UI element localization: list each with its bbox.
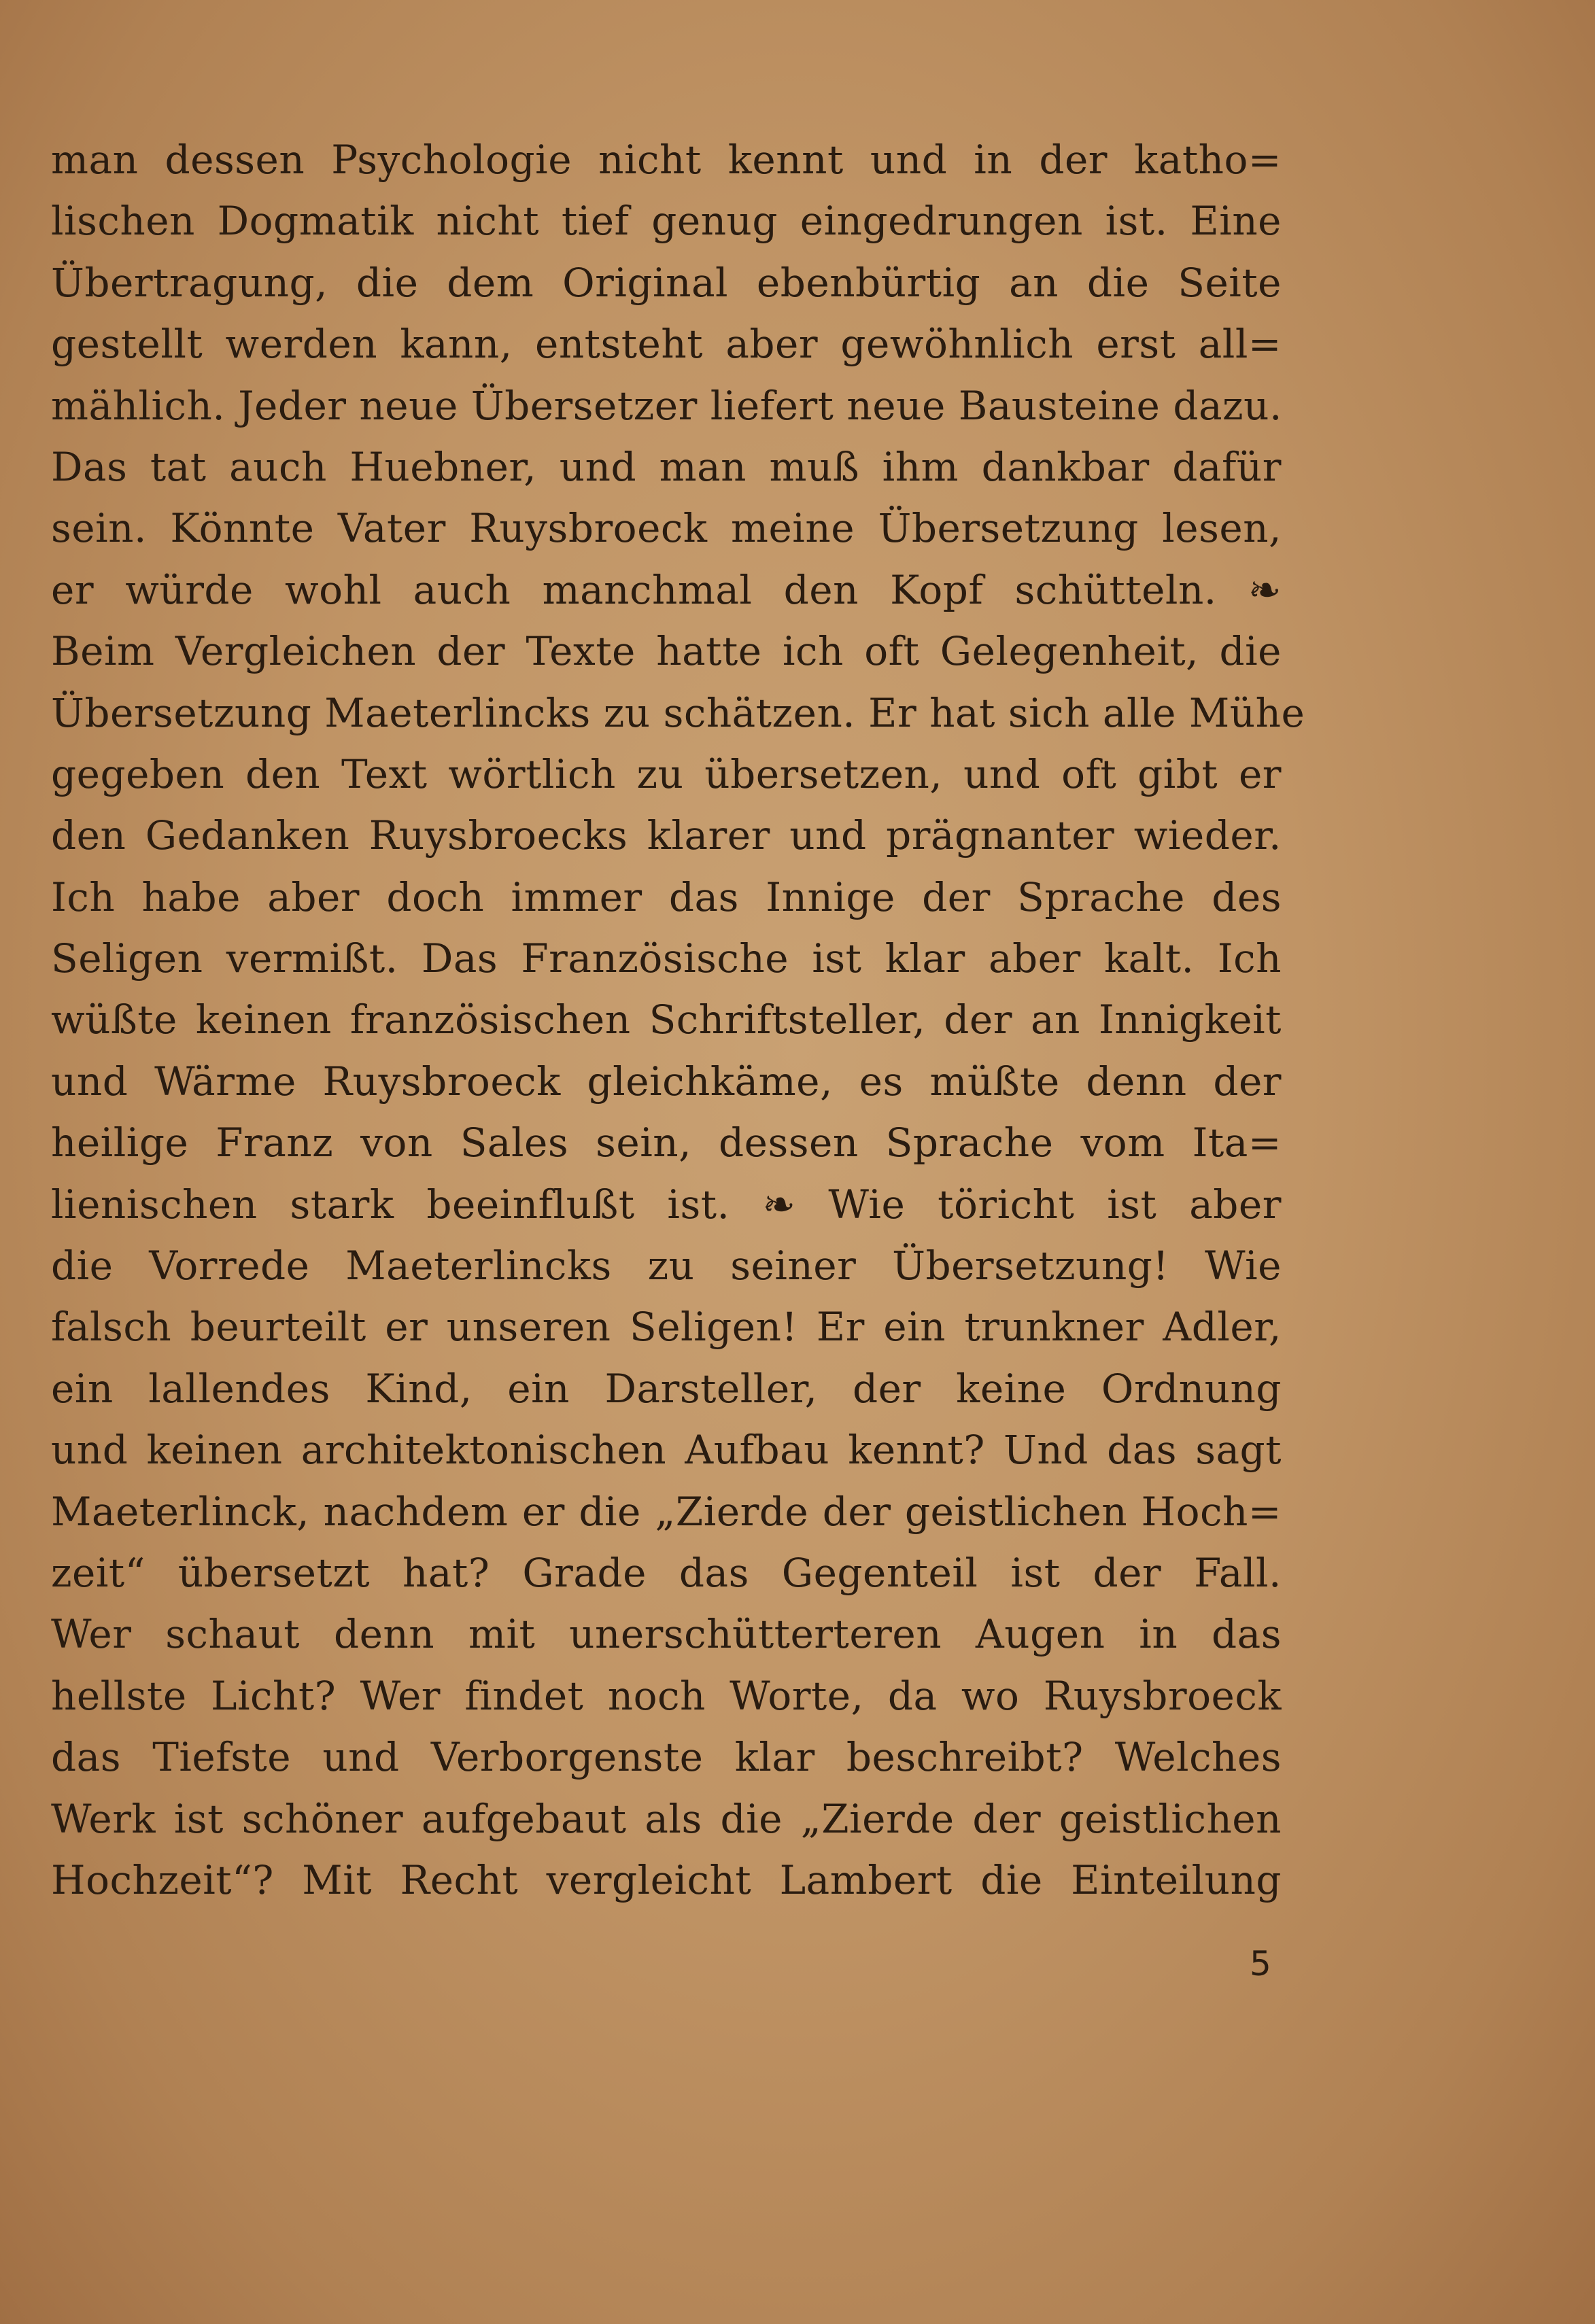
text-line: und Wärme Ruysbroeck gleichkäme, es müßte denn der: [51, 1058, 1282, 1105]
text-line: gestellt werden kann, entsteht aber gewöhnlich erst all=: [51, 321, 1282, 368]
text-line: wüßte keinen französischen Schriftsteller, der an Innigkeit: [51, 996, 1282, 1043]
text-line: heilige Franz von Sales sein, dessen Sprache vom Ita=: [51, 1120, 1282, 1166]
text-line: sein. Könnte Vater Ruysbroeck meine Übersetzung lesen,: [51, 505, 1282, 552]
text-line: hellste Licht? Wer findet noch Worte, da wo Ruysbroeck: [51, 1672, 1282, 1719]
text-line: Übersetzung Maeterlincks zu schätzen. Er hat sich alle Mühe: [51, 689, 1305, 736]
text-line: Werk ist schöner aufgebaut als die „Zierde der geistlichen: [51, 1795, 1282, 1842]
text-line: und keinen architektonischen Aufbau kennt? Und das sagt: [51, 1427, 1282, 1474]
text-line: das Tiefste und Verborgenste klar beschreibt? Welches: [51, 1734, 1282, 1781]
text-line: Ich habe aber doch immer das Innige der Sprache des: [51, 873, 1282, 920]
text-line: lienischen stark beeinflußt ist. ❧ Wie töricht ist aber: [51, 1181, 1282, 1228]
text-line: Beim Vergleichen der Texte hatte ich oft Gelegenheit, die: [51, 628, 1282, 675]
text-line: zeit“ übersetzt hat? Grade das Gegenteil ist der Fall.: [51, 1549, 1282, 1596]
text-line: falsch beurteilt er unseren Seligen! Er ein trunkner Adler,: [51, 1304, 1282, 1351]
text-line: die Vorrede Maeterlincks zu seiner Übersetzung! Wie: [51, 1243, 1282, 1289]
text-line: ein lallendes Kind, ein Darsteller, der keine Ordnung: [51, 1365, 1282, 1412]
text-line: Wer schaut denn mit unerschütterteren Augen in das: [51, 1611, 1282, 1658]
text-line: mählich. Jeder neue Übersetzer liefert neue Bausteine dazu.: [51, 382, 1282, 429]
text-line: Übertragung, die dem Original ebenbürtig an die Seite: [51, 259, 1282, 306]
text-line: er würde wohl auch manchmal den Kopf schütteln. ❧: [51, 566, 1282, 613]
text-line: Hochzeit“? Mit Recht vergleicht Lambert die Einteilung: [51, 1856, 1282, 1903]
body-text: [51, 129, 1305, 1911]
page-number: 5: [1250, 1944, 1271, 1983]
text-line: Seligen vermißt. Das Französische ist klar aber kalt. Ich: [51, 935, 1282, 982]
text-line: Das tat auch Huebner, und man muß ihm dankbar dafür: [51, 443, 1282, 490]
text-line: den Gedanken Ruysbroecks klarer und prägnanter wieder.: [51, 812, 1282, 859]
text-line: gegeben den Text wörtlich zu übersetzen, und oft gibt er: [51, 750, 1282, 797]
text-line: lischen Dogmatik nicht tief genug eingedrungen ist. Eine: [51, 198, 1282, 245]
text-line: man dessen Psychologie nicht kennt und in der katho=: [51, 137, 1282, 183]
text-line: Maeterlinck, nachdem er die „Zierde der geistlichen Hoch=: [51, 1488, 1282, 1535]
